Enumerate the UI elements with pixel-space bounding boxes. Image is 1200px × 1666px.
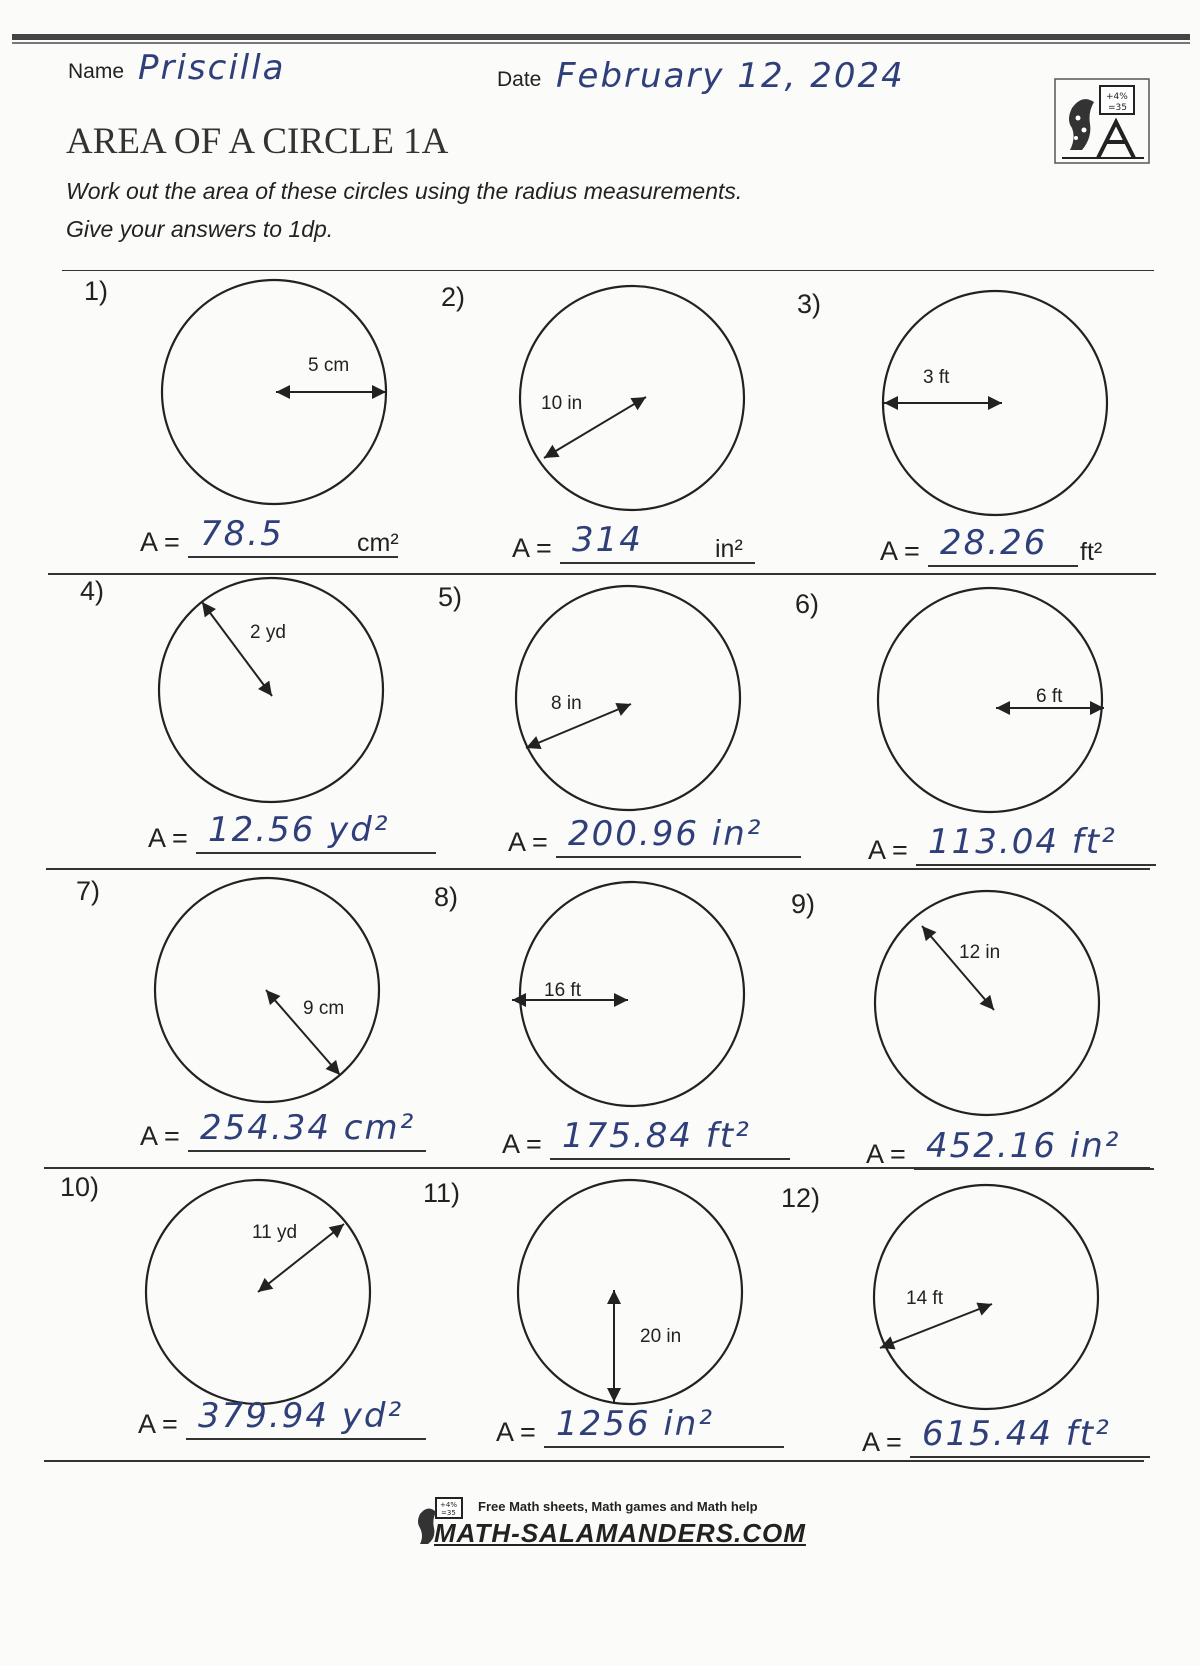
- answer-line[interactable]: [910, 1456, 1150, 1458]
- radius-arrowhead: [276, 385, 290, 399]
- top-border-rule-thin: [12, 42, 1190, 44]
- radius-label: 9 cm: [303, 998, 345, 1019]
- radius-label: 14 ft: [906, 1288, 943, 1309]
- svg-text:=35: =35: [1108, 103, 1127, 113]
- circle-diagram: [136, 1170, 380, 1414]
- answer-row: [148, 810, 448, 858]
- answer-row: [862, 1414, 1162, 1462]
- footer-tagline: Free Math sheets, Math games and Math help: [478, 1499, 758, 1514]
- salamander-teacher-logo-icon: [1054, 78, 1150, 164]
- radius-arrowhead: [884, 396, 898, 410]
- radius-label: 16 ft: [544, 980, 581, 1001]
- answer-label: A =: [140, 527, 180, 557]
- circle-diagram: [145, 868, 389, 1112]
- answer-label: A =: [512, 533, 552, 563]
- answer-line[interactable]: [186, 1438, 426, 1440]
- answer-value: 28.26: [940, 523, 1048, 563]
- radius-arrowhead: [996, 701, 1010, 715]
- circle-diagram: [506, 576, 750, 820]
- radius-arrowhead: [607, 1290, 621, 1304]
- answer-value: 379.94 yd²: [198, 1396, 404, 1436]
- radius-label: 3 ft: [923, 367, 950, 388]
- instruction-line-2: Give your answers to 1dp.: [66, 216, 334, 242]
- answer-label: A =: [502, 1129, 542, 1159]
- answer-label: A =: [140, 1121, 180, 1151]
- page-title: AREA OF A CIRCLE 1A: [66, 121, 449, 162]
- answer-label: A =: [508, 827, 548, 857]
- radius-line: [202, 602, 272, 696]
- answer-value: 615.44 ft²: [922, 1414, 1111, 1454]
- radius-label: 12 in: [959, 942, 1001, 963]
- radius-arrowhead: [258, 1278, 273, 1292]
- answer-label: A =: [496, 1417, 536, 1447]
- circle-diagram: [865, 881, 1109, 1125]
- answer-label: A =: [138, 1409, 178, 1439]
- answer-line[interactable]: [196, 852, 436, 854]
- radius-label: 6 ft: [1036, 686, 1063, 707]
- radius-label: 8 in: [551, 693, 582, 714]
- footer-site: MATH-SALAMANDERS.COM: [434, 1518, 806, 1548]
- radius-arrowhead: [607, 1388, 621, 1402]
- answer-line[interactable]: [916, 864, 1156, 866]
- circle-outline: [159, 578, 383, 802]
- problem-number: 10): [60, 1172, 100, 1202]
- answer-row: [512, 520, 827, 568]
- answer-label: A =: [868, 835, 908, 865]
- answer-value: 314: [572, 520, 643, 560]
- answer-value: 200.96 in²: [568, 814, 763, 854]
- radius-line: [880, 1304, 992, 1348]
- problem-number: 5): [438, 582, 463, 612]
- radius-arrowhead: [329, 1224, 344, 1238]
- problem-number: 3): [797, 289, 822, 319]
- circle-outline: [518, 1180, 742, 1404]
- circle-outline: [878, 588, 1102, 812]
- circle-outline: [516, 586, 740, 810]
- svg-text:=35: =35: [441, 1509, 456, 1517]
- answer-line[interactable]: [556, 856, 801, 858]
- problem-number: 1): [84, 276, 109, 306]
- answer-line[interactable]: [544, 1446, 784, 1448]
- problem-number: 2): [441, 282, 466, 312]
- radius-label: 20 in: [640, 1326, 682, 1347]
- svg-text:+4%: +4%: [440, 1501, 457, 1509]
- problem-number: 7): [76, 876, 101, 906]
- circle-diagram: [868, 578, 1112, 822]
- radius-arrowhead: [258, 681, 272, 696]
- answer-row: [868, 822, 1168, 870]
- answer-line[interactable]: [188, 1150, 426, 1152]
- answer-value: 113.04 ft²: [928, 822, 1117, 862]
- radius-label: 11 yd: [252, 1222, 298, 1243]
- answer-unit: in²: [715, 535, 743, 563]
- radius-arrowhead: [988, 396, 1002, 410]
- answer-row: [880, 523, 1150, 571]
- answer-row: [496, 1404, 796, 1452]
- answer-line[interactable]: [550, 1158, 790, 1160]
- circle-diagram: [864, 1175, 1108, 1419]
- answer-value: 1256 in²: [556, 1404, 714, 1444]
- problem-number: 8): [434, 882, 459, 912]
- name-value: Priscilla: [138, 48, 286, 88]
- instruction-line-1: Work out the area of these circles using the radius measurements.: [66, 178, 743, 204]
- radius-label: 5 cm: [308, 355, 350, 376]
- answer-unit: ft²: [1080, 538, 1103, 566]
- problem-number: 9): [791, 889, 816, 919]
- problem-number: 4): [80, 576, 105, 606]
- answer-value: 254.34 cm²: [200, 1108, 416, 1148]
- problem-number: 6): [795, 589, 820, 619]
- svg-text:+4%: +4%: [1106, 92, 1128, 102]
- answer-value: 452.16 in²: [926, 1126, 1121, 1166]
- answer-row: [140, 514, 470, 562]
- circle-diagram: [508, 1170, 752, 1414]
- radius-arrowhead: [372, 385, 386, 399]
- answer-row: [140, 1108, 438, 1156]
- answer-row: [866, 1126, 1166, 1174]
- problem-number: 11): [423, 1178, 461, 1208]
- answer-line[interactable]: [928, 565, 1078, 567]
- date-value: February 12, 2024: [556, 56, 905, 96]
- date-label: Date: [497, 68, 542, 91]
- answer-label: A =: [148, 823, 188, 853]
- radius-arrowhead: [630, 397, 646, 410]
- answer-line[interactable]: [914, 1168, 1154, 1170]
- circle-diagram: [873, 281, 1117, 525]
- answer-label: A =: [880, 536, 920, 566]
- name-label: Name: [68, 60, 125, 83]
- radius-line: [922, 926, 994, 1010]
- radius-arrowhead: [544, 445, 560, 458]
- answer-value: 175.84 ft²: [562, 1116, 751, 1156]
- answer-value: 78.5: [200, 514, 284, 554]
- circle-diagram: [149, 568, 393, 812]
- problem-number: 12): [781, 1183, 821, 1213]
- radius-label: 2 yd: [250, 622, 286, 643]
- radius-arrowhead: [614, 993, 628, 1007]
- answer-row: [502, 1116, 802, 1164]
- answer-value: 12.56 yd²: [208, 810, 390, 850]
- top-border-rule: [12, 34, 1190, 40]
- answer-unit: cm²: [357, 529, 399, 557]
- answer-label: A =: [862, 1427, 902, 1457]
- answer-row: [138, 1396, 438, 1444]
- radius-label: 10 in: [541, 393, 583, 414]
- radius-arrowhead: [202, 602, 216, 617]
- answer-row: [508, 814, 813, 862]
- circle-diagram: [152, 270, 396, 514]
- answer-label: A =: [866, 1139, 906, 1169]
